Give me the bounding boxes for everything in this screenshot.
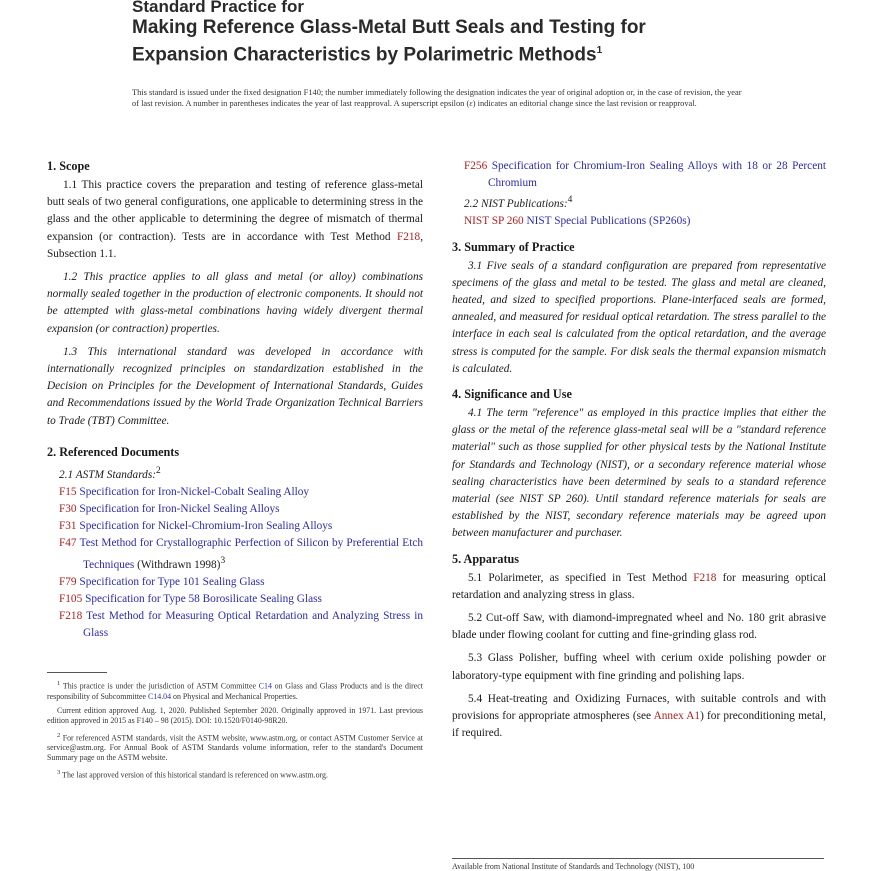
reference-code[interactable]: F79 (59, 575, 77, 588)
reference-title[interactable]: Test Method for Crystallographic Perfection of Silicon by Preferential Etch Techniques (79, 537, 423, 571)
reference-item[interactable] (47, 591, 423, 608)
footnote-rule (47, 672, 107, 673)
reference-withdrawn-note: (Withdrawn 1998) (134, 558, 221, 571)
reference-code[interactable]: F47 (59, 537, 77, 550)
section-heading: 1. Scope (47, 159, 90, 173)
section-heading: 4. Significance and Use (452, 387, 572, 401)
bottom-footnote-rule (452, 858, 824, 859)
reference-code[interactable]: F15 (59, 485, 77, 498)
nist-publications-label: 2.2 NIST Publications:$^4$ (464, 195, 573, 211)
reference-title[interactable]: Specification for Chromium-Iron Sealing Alloys with 18 or 28 Percent Chromium (488, 160, 826, 190)
paragraph-5-1: 5.1 Polarimeter, as specified in Test Method F218 for measuring optical retardation and analyzing stress in glass. (452, 571, 826, 601)
ref-link-f218-apparatus[interactable]: F218 (693, 571, 717, 584)
reference-title[interactable]: Test Method for Measuring Optical Retardation and Analyzing Stress in Glass (83, 610, 423, 640)
reference-title[interactable]: Specification for Iron-Nickel-Cobalt Sealing Alloy (79, 485, 310, 498)
footnote-edition: Current edition approved Aug. 1, 2020. Published September 2020. Originally approved in 1971. Last previous edition approved in 2015 as F140 – 98 (2015). DOI: 10.1520/F0140-98R20. (47, 706, 423, 726)
footnote-3: $^3$ The last approved version of this historical standard is referenced on www.astm.org. (57, 768, 328, 780)
section-summary (452, 239, 826, 378)
reference-code[interactable]: F218 (59, 610, 83, 622)
title-line-2: Making Reference Glass-Metal Butt Seals and Testing for (132, 17, 646, 38)
section-apparatus (452, 551, 826, 743)
paragraph-1-1: 1.1 This practice covers the preparation and testing of reference glass-metal butt seals of two general configurations, one applicable to determining stress in the glass and the other applicable to determining the degree of mismatch of thermal expansion (or contraction). Tests are in accordance with Test Method F218, Subsection 1.1. (47, 179, 424, 260)
section-heading: 2. Referenced Documents (47, 444, 180, 459)
paragraph-1-3: 1.3 This international standard was developed in accordance with internationally recognized principles on standardization established in the Decision on Principles for the Development of International Standards, Guides and Recommendations issued by the World Trade Organization Technical Barriers to Trade (TBT) Committee. (47, 345, 423, 427)
paragraph-1-2: 1.2 This practice applies to all glass and metal (or alloy) combinations normally sealed together in the production of electronic components. It should not be attempted with glass-metal combinations having widely divergent thermal expansion (or contraction) properties. (47, 271, 423, 335)
paragraph-5-2: 5.2 Cut-off Saw, with diamond-impregnated wheel and No. 180 grit abrasive blade under flowing coolant for cutting and fine-grinding glass rod. (452, 612, 826, 642)
reference-item[interactable] (47, 501, 423, 518)
reference-code[interactable]: F31 (59, 520, 77, 533)
section-heading: 5. Apparatus (452, 551, 520, 566)
section-significance (452, 386, 826, 543)
reference-title[interactable]: Specification for Type 58 Borosilicate Sealing Glass (85, 592, 322, 605)
left-column (47, 158, 423, 785)
right-column (452, 158, 826, 748)
paragraph-5-4: 5.4 Heat-treating and Oxidizing Furnaces, with suitable controls and with provisions for appropriate atmospheres (see Annex A1) for preconditioning metal, if required. (452, 692, 827, 740)
link-c14[interactable]: C14 (258, 682, 272, 692)
section-scope (47, 158, 423, 430)
reference-item[interactable] (47, 608, 423, 642)
reference-item[interactable] (47, 484, 423, 501)
reference-title[interactable]: Specification for Nickel-Chromium-Iron Sealing Alloys (79, 520, 333, 533)
reference-item[interactable] (47, 574, 423, 591)
reference-item[interactable] (47, 518, 423, 535)
ref-link-f218[interactable]: F218 (396, 230, 421, 243)
link-c14-04[interactable]: C14.04 (148, 691, 172, 701)
reference-item[interactable]: F47 Test Method for Crystallographic Perfection of Silicon by Preferential Etch Techniques (Withdrawn 1998)$^3$ (59, 537, 423, 571)
reference-title[interactable]: Specification for Type 101 Sealing Glass (79, 575, 265, 588)
reference-code[interactable]: F256 (464, 160, 488, 172)
reference-code[interactable]: F30 (59, 503, 77, 516)
astm-standards-label: 2.1 ASTM Standards:$^2$ (59, 465, 161, 481)
footnote-4: Available from National Institute of Standards and Technology (NIST), 100 (452, 862, 695, 871)
designation-notice: This standard is issued under the fixed designation F140; the number immediately following the designation indicates the year of original adoption or, in the case of revision, the year of last revision. A number in parentheses indicates the year of last reapproval. A superscript epsilon (ε) indicates an editorial change since the last revision or reapproval. (132, 88, 742, 108)
paragraph-3-1: 3.1 Five seals of a standard configuration are prepared from representative specimens of the glass and metal to be tested. The glass and metal are cleaned, heated, and sized to specified proportions. Plane-interfaced seals are formed, annealed, and measured for residual optical retardation. The stress parallel to the interface in each seal is calculated from the optical retardation, and the average stress is computed for the sample. For disk seals the thermal expansion mismatch is calculated. (452, 259, 826, 375)
section-referenced-documents (47, 444, 423, 643)
footnote-1: $^1$ This practice is under the jurisdiction of ASTM Committee C14 on Glass and Glass Products and is the direct responsibility of Subcommittee C14.04 on Physical and Mechanical Properties. (47, 680, 423, 701)
title-line-3: Expansion Characteristics by Polarimetric Methods$^1$ (132, 44, 603, 66)
reference-title[interactable]: Specification for Iron-Nickel Sealing Alloys (79, 503, 280, 516)
reference-item[interactable] (452, 158, 826, 192)
reference-code[interactable]: F105 (59, 592, 83, 605)
footnote-2: $^2$ For referenced ASTM standards, visit the ASTM website, www.astm.org, or contact ASTM Customer Service at service@astm.org. For Annual Book of ASTM Standards volume information, refer to the standard's Document Summary page on the ASTM website. (47, 731, 423, 762)
reference-list (47, 484, 423, 643)
document-title (132, 0, 812, 66)
paragraph-5-3: 5.3 Glass Polisher, buffing wheel with cerium oxide polishing powder or laboratory-type equipment with fine grinding and polishing laps. (452, 652, 826, 682)
reference-list-continued (452, 158, 826, 192)
reference-nist-sp260[interactable]: NIST SP 260 NIST Special Publications (SP260s) (464, 215, 691, 228)
paragraph-4-1: 4.1 The term "reference" as employed in this practice implies that either the glass or the metal of the reference glass-metal seal will be a "standard reference material" such as those supplied for other physical tests by the National Institute for Standards and Technology (NIST), or a secondary reference material whose sealing characteristics have been determined by seals to a standard reference material (see NIST SP 260). Until standard reference materials for seals are established by the NIST, secondary reference materials may be agreed upon between manufacturer and purchaser. (452, 407, 826, 540)
ref-link-annex-a1[interactable]: Annex A1 (653, 710, 701, 723)
title-line-1: Standard Practice for (132, 0, 304, 16)
section-heading: 3. Summary of Practice (452, 239, 575, 254)
